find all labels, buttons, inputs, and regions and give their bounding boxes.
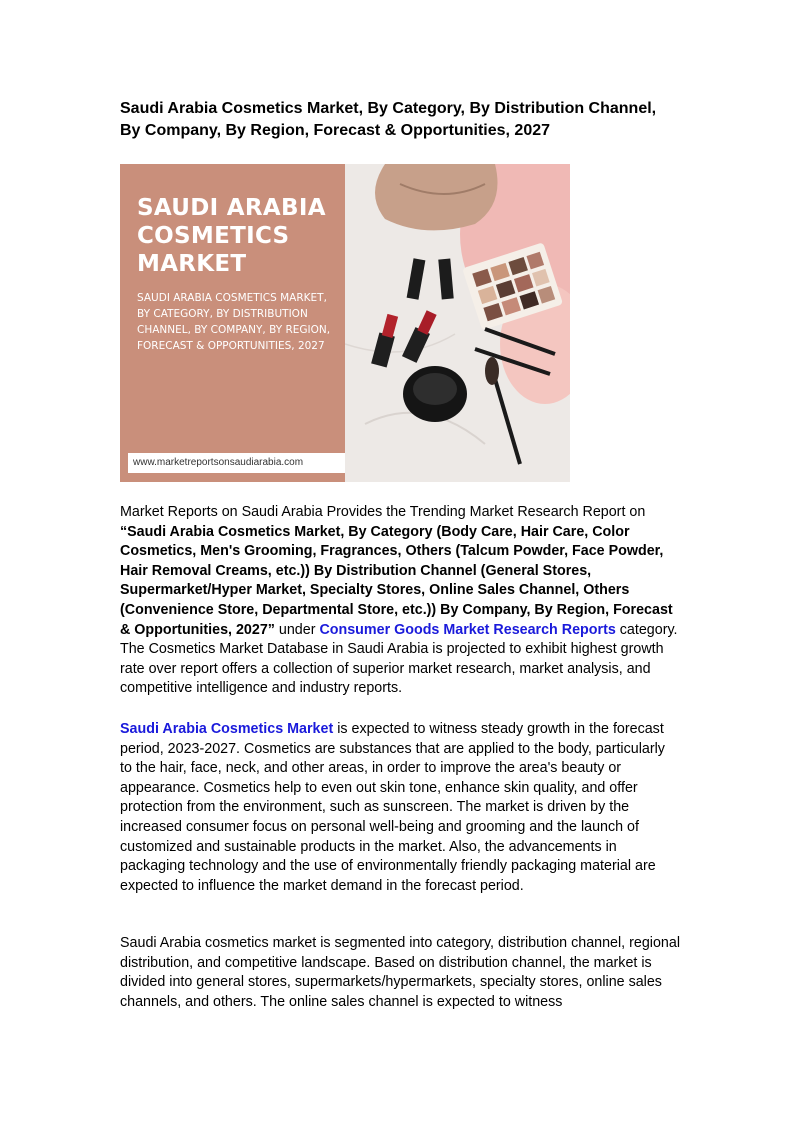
- market-overview-text: is expected to witness steady growth in the forecast period, 2023-2027. Cosmetics are substances that are applied to the body, particularly to the hair, face, neck, and other areas, in order to improve the area's beauty or appearance. Cosmetics help to even out skin tone, enhance skin quality, and offer protection from the environment, such as sunscreen. The market is driven by the increased consumer focus on personal well-being and grooming and the launch of customized and sustainable products in the market. Also, the advancements in packaging technology and the use of environmentally friendly packaging material are expected to influence the market demand in the forecast period.: [120, 721, 665, 894]
- report-banner-image: [120, 164, 570, 482]
- market-overview-paragraph: [120, 720, 680, 896]
- banner-url: www.marketreportsonsaudiarabia.com: [128, 453, 345, 473]
- banner-text-panel: [120, 164, 345, 482]
- brush-bristles: [485, 357, 499, 385]
- banner-subheading: SAUDI ARABIA COSMETICS MARKET, BY CATEGORY, BY DISTRIBUTION CHANNEL, BY COMPANY, BY REGION, FORECAST & OPPORTUNITIES, 2027: [137, 292, 331, 352]
- under-text: under: [274, 621, 320, 638]
- intro-paragraph: [120, 503, 680, 699]
- report-title-bold: “Saudi Arabia Cosmetics Market, By Category (Body Care, Hair Care, Color Cosmetics, Men's Grooming, Fragrances, Others (Talcum Powder, Face Powder, Hair Removal Creams, etc.)) By Distribution Channel (General Stores, Supermarket/Hyper Market, Specialty Stores, Online Sales Channel, Others (Convenience Store, Departmental Store, etc.)) By Company, By Region, Forecast & Opportunities, 2027”: [120, 523, 673, 638]
- intro-rest-text: category. The Cosmetics Market Database in Saudi Arabia is projected to exhibit highest growth rate over report offers a collection of superior market research, market analysis, and competitive intelligence and industry reports.: [120, 621, 678, 697]
- cosmetics-market-link[interactable]: Saudi Arabia Cosmetics Market: [120, 721, 334, 737]
- cosmetic-bag: [375, 164, 498, 230]
- compact-lid: [413, 373, 457, 405]
- cosmetics-photo: [345, 164, 570, 482]
- intro-text: Market Reports on Saudi Arabia Provides the Trending Market Research Report on: [120, 504, 646, 520]
- document-title: Saudi Arabia Cosmetics Market, By Category, By Distribution Channel, By Company, By Region, Forecast & Opportunities, 2027: [120, 100, 657, 139]
- banner-heading: SAUDI ARABIA COSMETICS MARKET: [137, 195, 326, 277]
- segmentation-paragraph: Saudi Arabia cosmetics market is segmented into category, distribution channel, regional distribution, and competitive landscape. Based on distribution channel, the market is divided into general stores, supermarkets/hypermarkets, specialty stores, online sales channels, and others. The online sales channel is expected to witness: [120, 935, 680, 1010]
- consumer-goods-link[interactable]: Consumer Goods Market Research Reports: [319, 621, 616, 638]
